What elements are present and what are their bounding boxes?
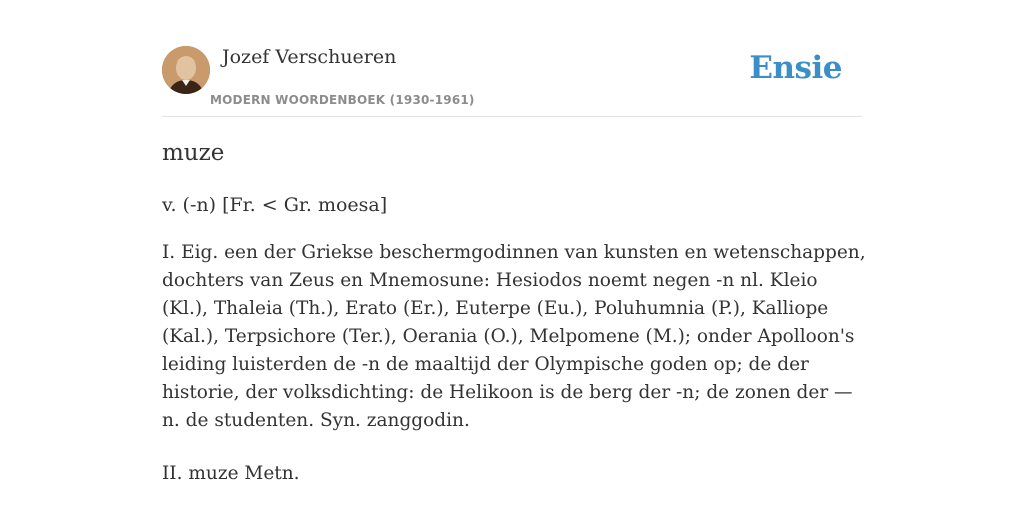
entry-page (162, 0, 866, 484)
author-avatar[interactable] (162, 46, 210, 94)
site-logo[interactable]: Ensie (749, 50, 842, 86)
source-label[interactable]: MODERN WOORDENBOEK (1930-1961) (210, 93, 475, 107)
headword: muze (162, 140, 225, 166)
secondary-sense: II. muze Metn. (162, 463, 300, 484)
author-name[interactable]: Jozef Verschueren (222, 46, 397, 68)
portrait-image (162, 46, 210, 94)
entry-header (162, 0, 862, 117)
definition-text: I. Eig. een der Griekse beschermgodinnen van kunsten en wetenschappen, dochters van Zeus en Mnemosune: Hesiodos noemt negen -n nl. Kleio (Kl.), Thaleia (Th.), Erato (Er.), Euterpe (Eu.), Poluhumnia (P.), Kalliope (Kal.), Terpsichore (Ter.), Oerania (O.), Melpomene (M.); onder Apolloon's leiding luisterden de -n de maaltijd der Olympische goden op; de der historie, der volksdichting: de Helikoon is de berg der -n; de zonen der —n. de studenten. Syn. zanggodin. (162, 242, 866, 431)
grammar-info: v. (-n) [Fr. < Gr. moesa] (162, 194, 388, 216)
